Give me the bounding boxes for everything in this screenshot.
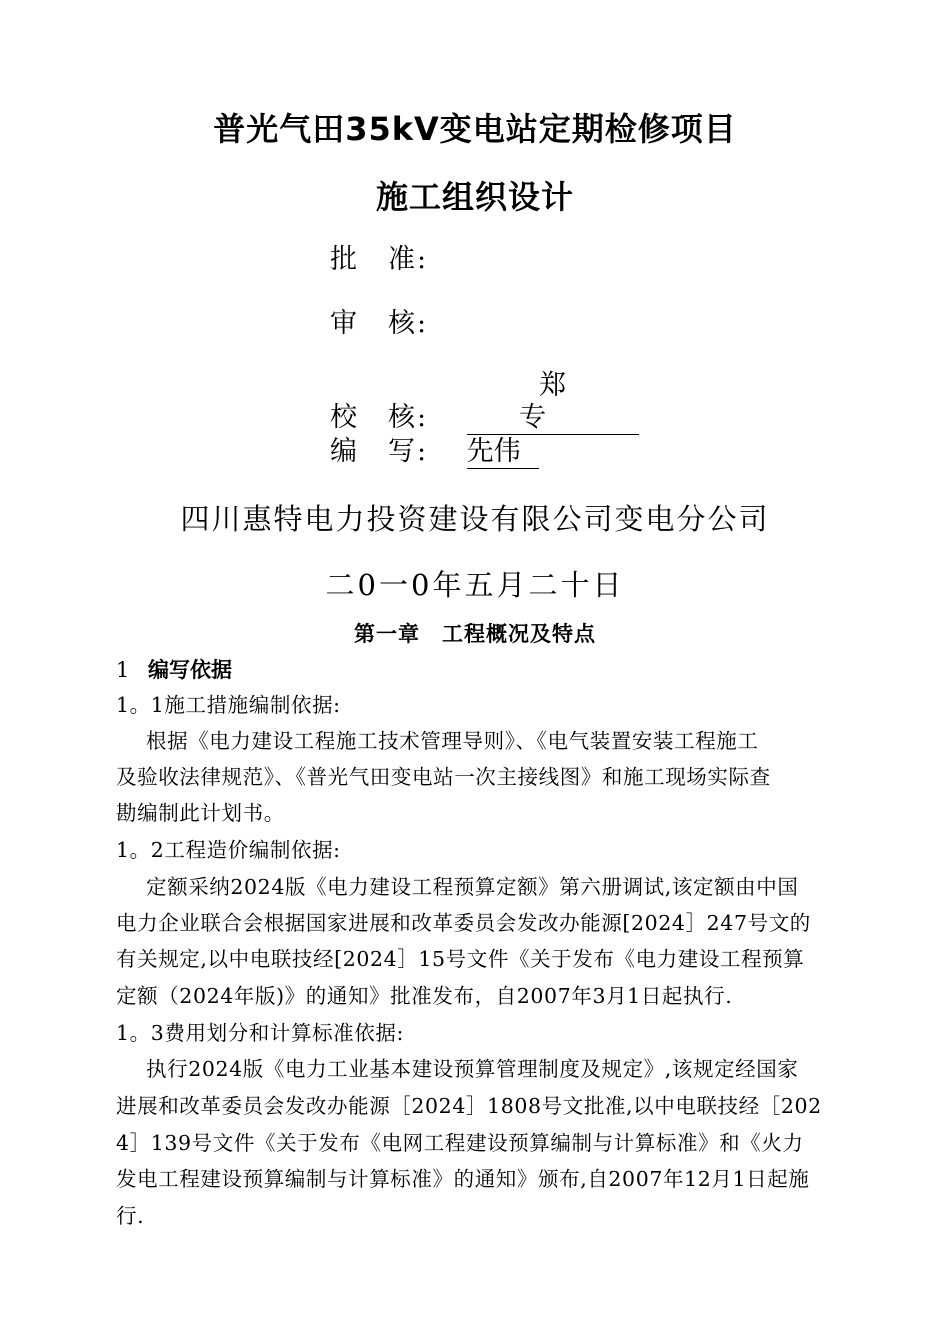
subsection-heading: 1。3费用划分和计算标准依据: — [116, 1021, 404, 1045]
paragraph-line: 定额（2024年版)》的通知》批准发布，自2007年3月1日起执行. — [116, 984, 733, 1008]
paragraph-line: 发电工程建设预算编制与计算标准》的通知》颁布,自2007年12月1日起施 — [116, 1167, 810, 1191]
chapter-heading: 第一章 工程概况及特点 — [354, 622, 596, 646]
paragraph-line: 行. — [116, 1204, 145, 1228]
author-label: 编 写: — [330, 436, 429, 467]
review-signature-row — [330, 306, 458, 342]
company-name: 四川惠特电力投资建设有限公司变电分公司 — [180, 502, 770, 536]
document-title: 普光气田35kV变电站定期检修项目 — [213, 110, 737, 148]
section-title: 编写依据 — [148, 658, 232, 682]
paragraph-line: 根据《电力建设工程施工技术管理导则》、《电气装置安装工程施工 — [146, 729, 759, 753]
section-heading — [116, 654, 232, 684]
paragraph-line: 定额采纳2024版《电力建设工程预算定额》第六册调试,该定额由中国 — [146, 875, 799, 899]
author-signature-row — [330, 434, 539, 470]
document-subtitle: 施工组织设计 — [375, 178, 574, 216]
paragraph-line: 进展和改革委员会发改办能源［2024］1808号文批准,以中电联技经［202 — [116, 1094, 822, 1118]
check-label: 校 核: — [330, 402, 429, 433]
subsection-heading: 1。2工程造价编制依据: — [116, 838, 341, 862]
author-signature-value: 先伟 — [467, 436, 539, 469]
approval-signature-row — [330, 242, 458, 278]
document-date: 二0一0年五月二十日 — [325, 568, 625, 602]
subsection-heading: 1。1施工措施编制依据: — [116, 693, 341, 717]
review-label: 审 核: — [330, 308, 429, 339]
check-signature-row — [330, 370, 639, 433]
paragraph-line: 勘编制此计划书。 — [116, 801, 285, 825]
check-signature-value: 郑专 — [467, 370, 639, 435]
paragraph-line: 及验收法律规范》、《普光气田变电站一次主接线图》和施工现场实际查 — [116, 765, 771, 789]
paragraph-line: 执行2024版《电力工业基本建设预算管理制度及规定》,该规定经国家 — [146, 1057, 799, 1081]
paragraph-line: 4］139号文件《关于发布《电网工程建设预算编制与计算标准》和《火力 — [116, 1131, 804, 1155]
paragraph-line: 电力企业联合会根据国家进展和改革委员会发改办能源[2024］247号文的 — [116, 911, 811, 935]
approval-label: 批 准: — [330, 244, 429, 275]
paragraph-line: 有关规定,以中电联技经[2024］15号文件《关于发布《电力建设工程预算 — [116, 947, 805, 971]
section-number: 1 — [116, 658, 130, 682]
